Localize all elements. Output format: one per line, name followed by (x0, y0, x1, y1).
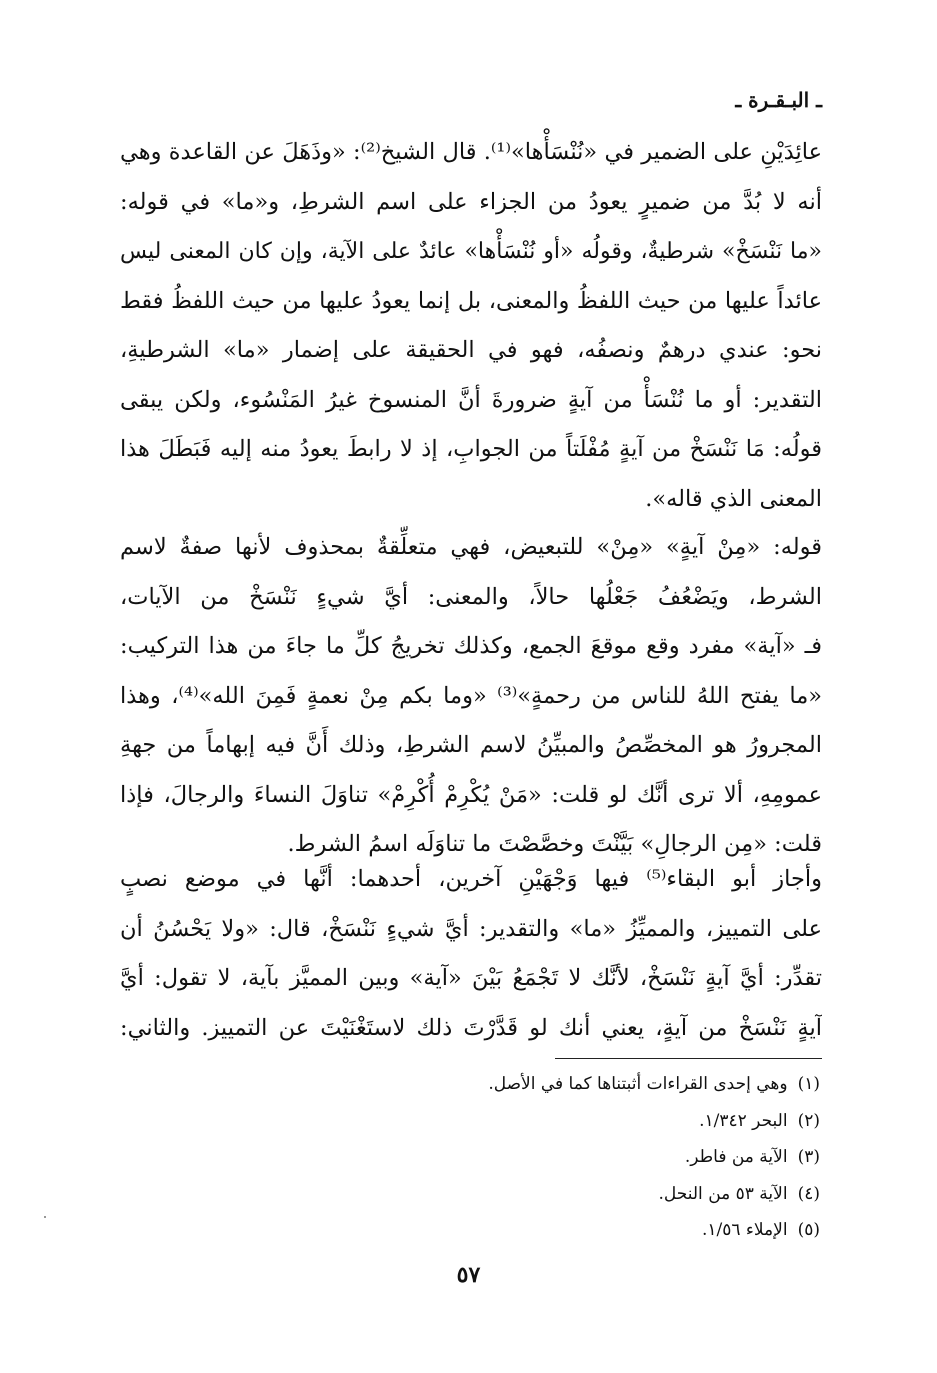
text-line: نحو: عندي درهمٌ ونصفُه، فهو في الحقيقة على إضمار «ما» الشرطيةِ، (120, 337, 822, 363)
text-line: عائِدَيْنِ على الضمير في «نُنْسَأْها»⁽¹⁾. قال الشيخ⁽²⁾: «وذَهَلَ عن القاعدة وهي (120, 139, 822, 165)
text-line: الشرط، ويَضْعُفُ جَعْلُها حالاً، والمعنى: أيَّ شيءٍ نَنْسَخْ من الآيات، (120, 583, 822, 610)
text-line: المجرورُ هو المخصِّصُ والمبيِّنُ لاسم الشرطِ، وذلك أَنَّ فيه إبهاماً من جهةِ (120, 732, 822, 758)
footnote (120, 1103, 820, 1140)
text-line: «ما نَنْسَخْ» شرطيةٌ، وقولُه «أو نُنْسَأْها» عائدٌ على الآية، وإن كان المعنى ليس (120, 239, 822, 264)
footnote-text: وهي إحدى القراءات أثبتناها كما في الأصل. (488, 1074, 788, 1094)
text-line: «ما يفتح اللهُ للناس من رحمةٍ»⁽³⁾ «وما بكم مِنْ نعمةٍ فَمِنَ الله»⁽⁴⁾، وهذا (120, 682, 822, 709)
footnote-text: البحر ١/٣٤٢. (699, 1110, 788, 1131)
text-line: تقدِّر: أيَّ آيةٍ نَنْسَخْ، لأنَّك لا تَجْمَعُ بَيْنَ «آية» وبين المميَّز بآية، لا تقول: أيَّ (120, 965, 822, 991)
text-line: فـ «آية» مفرد وقع موقعَ الجمع، وكذلك تخريجُ كلِّ ما جاءَ من هذا التركيب: (120, 633, 822, 659)
page-number: ٥٧ (456, 1262, 481, 1288)
paragraph-1 (120, 128, 822, 524)
footnote-text: الآية من فاطر. (684, 1147, 788, 1167)
footnote-number: (٣) (797, 1147, 820, 1167)
footnote-text: الآية ٥٣ من النحل. (658, 1183, 788, 1204)
footnote-text: الإملاء ١/٥٦. (701, 1220, 788, 1240)
text-line: التقدير: أو ما نُنْسَأْ من آيةٍ ضرورةَ أنَّ المنسوخ غيرُ المَنْسُوء، ولكن يبقى (120, 386, 822, 413)
running-head: ـ البـقـرة ـ (735, 88, 822, 112)
paragraph-2 (120, 523, 822, 870)
footnote (120, 1212, 820, 1249)
text-line: عائداً عليها من حيث اللفظُ والمعنى، بل إنما يعودُ عليها من حيث اللفظُ فقط (120, 287, 822, 314)
text-line: قولُه: مَا نَنْسَخْ من آيةٍ مُفْلَتاً من الجوابِ، إذ لا رابطَ يعودُ منه إليه فَبَطَلَ هذا (120, 436, 822, 462)
footnote-number: (٤) (797, 1183, 820, 1204)
text-line: آيةٍ نَنْسَخْ من آيةٍ، يعني أنك لو قَدَّرْتَ ذلك لاستَغْنَيْتَ عن التمييز. والثاني: (120, 1014, 822, 1041)
text-line: قلت: «مِن الرجالِ» بَيَّنْتَ وخصَّصْتَ ما تناوَلَه اسمُ الشرط. (287, 831, 822, 857)
text-line: أنه لا بُدَّ من ضميرٍ يعودُ من الجزاء على اسم الشرطِ، و«ما» في قوله: (120, 188, 822, 215)
text-line: على التمييز، والمميِّزُ «ما» والتقدير: أيَّ شيءٍ نَنْسَخْ، قال: «ولا يَحْسُنُ أن (120, 915, 822, 942)
footnotes (120, 1066, 820, 1249)
scan-speck (44, 1216, 46, 1218)
footnote (120, 1139, 820, 1176)
text-line: عمومِهِ، ألا ترى أنَّك لو قلت: «مَنْ يُكْرِمْ أُكْرِمْ» تناوَلَ النساءَ والرجالَ، فإذا (120, 781, 822, 808)
footnote (120, 1066, 820, 1103)
footnote-number: (٢) (797, 1110, 820, 1131)
text-line: المعنى الذي قاله». (645, 485, 822, 512)
footnote (120, 1176, 820, 1213)
footnote-number: (١) (797, 1074, 820, 1094)
text-line: وأجاز أبو البقاء⁽⁵⁾ فيها وَجْهَيْنِ آخرين، أحدهما: أنَّها في موضع نصبٍ (120, 866, 822, 892)
footnote-number: (٥) (797, 1220, 820, 1240)
footnote-divider (555, 1058, 822, 1059)
text-line: قوله: «مِنْ آيةٍ» «مِنْ» للتبعيض، فهي متعلِّقةٌ بمحذوف لأنها صفةٌ لاسم (120, 534, 822, 560)
paragraph-3 (120, 855, 822, 1053)
